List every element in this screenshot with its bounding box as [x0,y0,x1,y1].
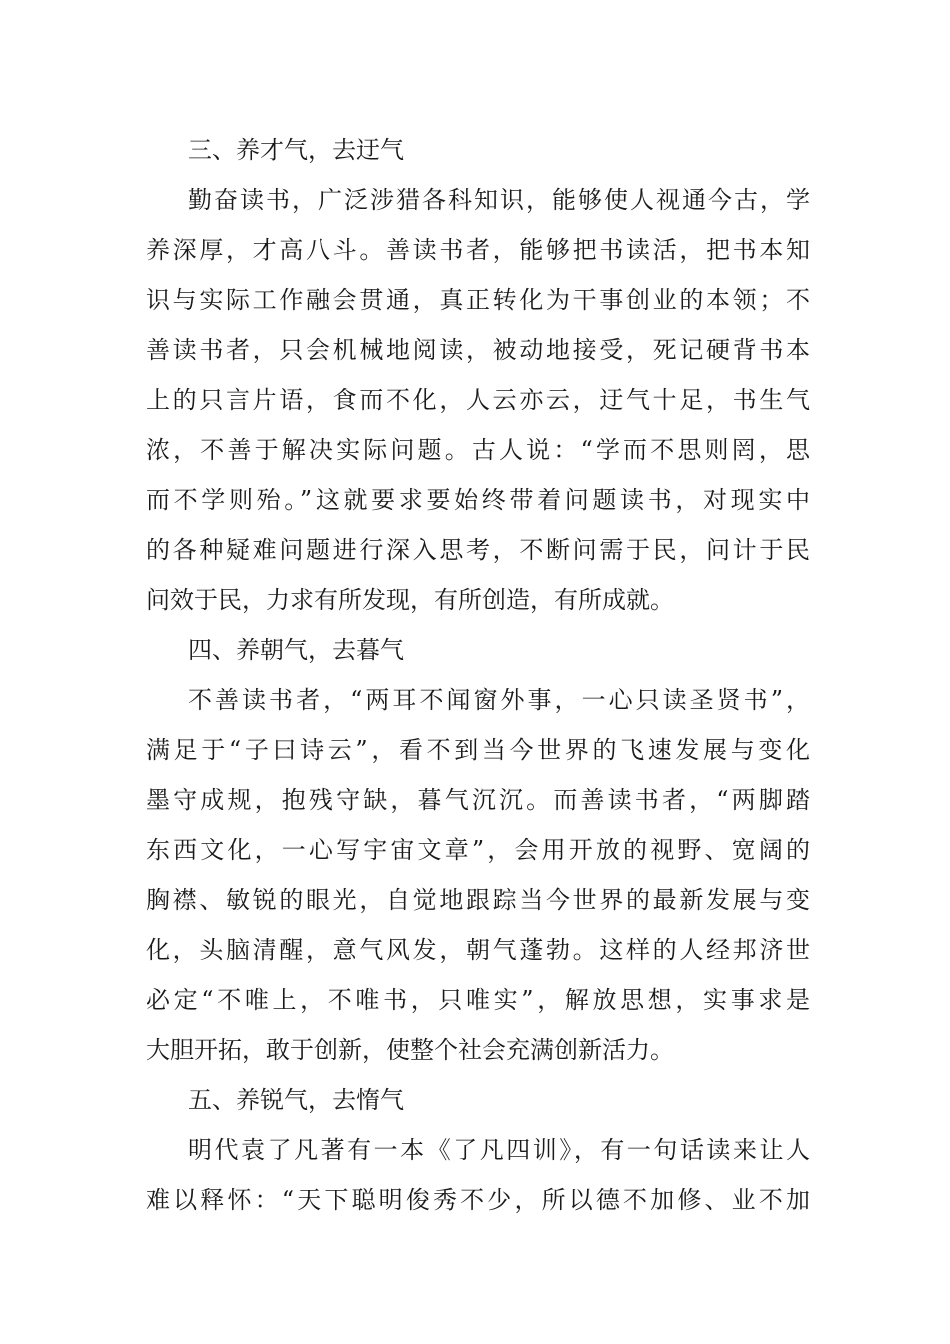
paragraph-line: 难以释怀：“天下聪明俊秀不少，所以德不加修、业不加 [146,1186,810,1214]
paragraph-line: 善读书者，只会机械地阅读，被动地接受，死记硬背书本 [146,336,810,364]
paragraph-line: 浓，不善于解决实际问题。古人说：“学而不思则罔，思 [146,436,810,464]
paragraph-line: 上的只言片语，食而不化，人云亦云，迂气十足，书生气 [146,386,810,414]
paragraph-line: 墨守成规，抱残守缺，暮气沉沉。而善读书者，“两脚踏 [146,786,810,814]
paragraph-line: 识与实际工作融会贯通，真正转化为干事创业的本领；不 [146,286,810,314]
paragraph-line: 化，头脑清醒，意气风发，朝气蓬勃。这样的人经邦济世 [146,936,810,964]
paragraph-line: 大胆开拓，敢于创新，使整个社会充满创新活力。 [146,1036,674,1064]
section-heading-5: 五、养锐气，去惰气 [188,1086,404,1114]
paragraph-line: 明代袁了凡著有一本《了凡四训》，有一句话读来让人 [188,1136,810,1164]
paragraph-line: 养深厚，才高八斗。善读书者，能够把书读活，把书本知 [146,236,810,264]
paragraph-line: 勤奋读书，广泛涉猎各科知识，能够使人视通今古，学 [188,186,810,214]
document-page [146,125,810,1225]
paragraph-line: 而不学则殆。”这就要求要始终带着问题读书，对现实中 [146,486,810,514]
paragraph-line: 必定“不唯上，不唯书，只唯实”，解放思想，实事求是 [146,986,810,1014]
section-heading-3: 三、养才气，去迂气 [188,136,404,164]
paragraph-line: 问效于民，力求有所发现，有所创造，有所成就。 [146,586,674,614]
paragraph-line: 不善读书者，“两耳不闻窗外事，一心只读圣贤书”， [188,686,810,714]
section-heading-4: 四、养朝气，去暮气 [188,636,404,664]
paragraph-line: 的各种疑难问题进行深入思考，不断问需于民，问计于民 [146,536,810,564]
paragraph-line: 满足于“子曰诗云”，看不到当今世界的飞速发展与变化 [146,736,810,764]
paragraph-line: 胸襟、敏锐的眼光，自觉地跟踪当今世界的最新发展与变 [146,886,810,914]
paragraph-line: 东西文化，一心写宇宙文章”，会用开放的视野、宽阔的 [146,836,810,864]
